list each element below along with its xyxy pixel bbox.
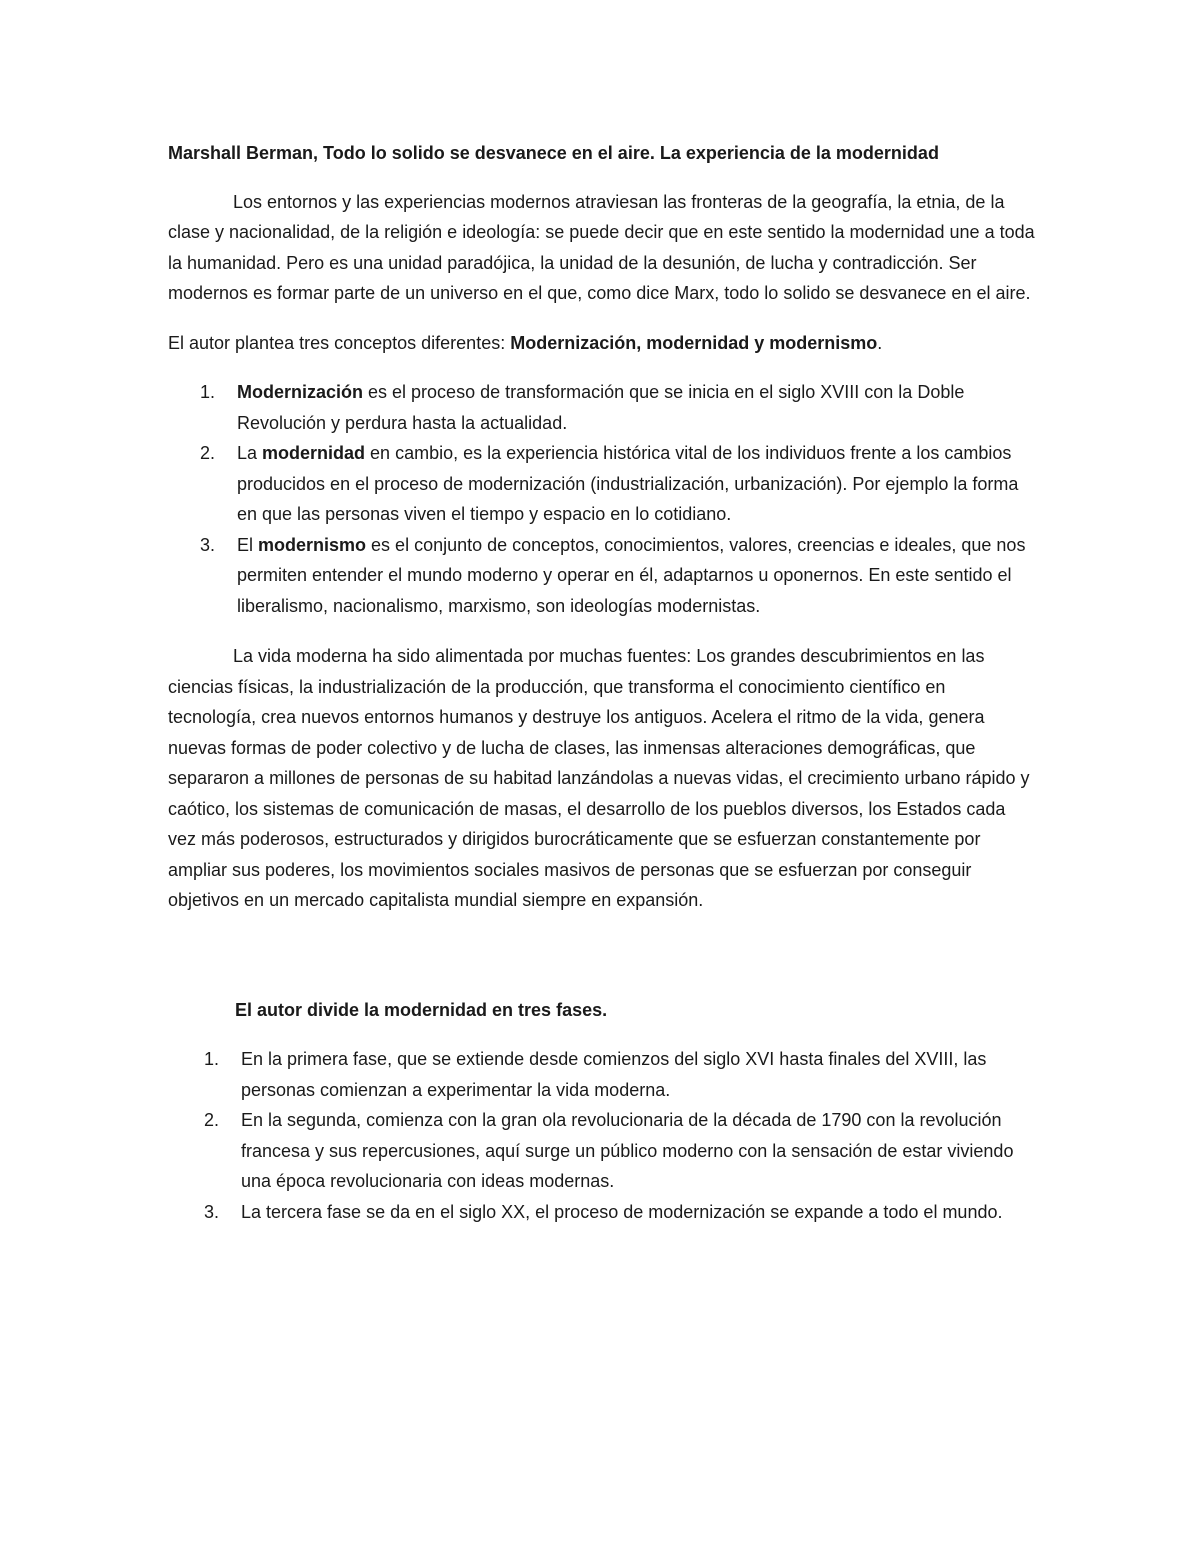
list-number: 2. — [204, 1110, 220, 1130]
intro-paragraph: Los entornos y las experiencias modernos atraviesan las fronteras de la geografía, la etnia, de la clase y nacionalidad, de la religión e ideología: se puede decir que en este sentido la modernidad une a toda la humanidad. Pero es una unidad paradójica, la unidad de la desunión, de lucha y contradicción. Ser modernos es formar parte de un universo en el que, como dice Marx, todo lo solido se desvanece en el aire. — [168, 191, 1035, 303]
list-item — [168, 438, 1038, 530]
list-item-prefix: La — [237, 443, 263, 463]
list-item-term: modernismo — [258, 534, 367, 555]
list-item-text: La tercera fase se da en el siglo XX, el proceso de modernización se expande a todo el mundo. — [241, 1201, 1003, 1222]
phases-title: El autor divide la modernidad en tres fases. — [235, 999, 608, 1020]
list-number: 1. — [204, 1049, 220, 1069]
concepts-intro-bold: Modernización, modernidad y modernismo — [510, 332, 878, 353]
document-page — [168, 138, 1038, 1247]
concepts-intro-text: El autor plantea tres conceptos diferentes: — [168, 332, 511, 353]
list-item — [168, 377, 1038, 438]
concepts-intro — [168, 328, 1038, 359]
list-item-text: es el proceso de transformación que se inicia en el siglo XVIII con la Doble Revolución y perdura hasta la actualidad. — [237, 382, 965, 433]
list-item-term: Modernización — [237, 382, 364, 402]
list-item — [168, 1105, 1038, 1197]
list-item-text: En la segunda, comienza con la gran ola revolucionaria de la década de 1790 con la revolución francesa y sus repercusiones, aquí surge un público moderno con la sensación de estar viviendo una época revolucionaria con ideas modernas. — [241, 1110, 1014, 1191]
phases-list — [168, 1044, 1038, 1227]
list-item — [168, 1044, 1038, 1105]
list-item-prefix: El — [237, 534, 259, 555]
list-item-text: en cambio, es la experiencia histórica vital de los individuos frente a los cambios producidos en el proceso de modernización (industrialización, urbanización). Por ejemplo la forma en que las personas viven el tiempo y espacio en lo cotidiano. — [237, 443, 1019, 524]
concepts-intro-end: . — [877, 332, 883, 353]
list-number: 3. — [204, 1201, 220, 1222]
list-number: 2. — [200, 443, 216, 463]
list-number: 1. — [200, 382, 216, 402]
document-title: Marshall Berman, Todo lo solido se desvanece en el aire. La experiencia de la modernidad — [168, 143, 939, 163]
list-item — [168, 1197, 1038, 1228]
list-number: 3. — [200, 534, 216, 555]
list-item-text: es el conjunto de conceptos, conocimientos, valores, creencias e ideales, que nos permiten entender el mundo moderno y operar en él, adaptarnos u oponernos. En este sentido el liberalismo, nacionalismo, marxismo, son ideologías modernistas. — [237, 534, 1026, 616]
list-item-text: En la primera fase, que se extiende desde comienzos del siglo XVI hasta finales del XVIII, las personas comienzan a experimentar la vida moderna. — [241, 1049, 987, 1100]
list-item-term: modernidad — [262, 443, 366, 463]
spacer — [168, 935, 1038, 995]
list-item — [168, 530, 1038, 622]
concepts-list — [168, 377, 1038, 621]
modern-life-paragraph: La vida moderna ha sido alimentada por muchas fuentes: Los grandes descubrimientos en las ciencias físicas, la industrialización de la producción, que transforma el conocimiento científico en tecnología, crea nuevos entornos humanos y destruye los antiguos. Acelera el ritmo de la vida, genera nuevas formas de poder colectivo y de lucha de clases, las inmensas alteraciones demográficas, que separaron a millones de personas de su habitad lanzándolas a nuevas vidas, el crecimiento urbano rápido y caótico, los sistemas de comunicación de masas, el desarrollo de los pueblos diversos, los Estados cada vez más poderosos, estructurados y dirigidos burocráticamente que se esfuerzan constantemente por ampliar sus poderes, los movimientos sociales masivos de personas que se esfuerzan por conseguir objetivos en un mercado capitalista mundial siempre en expansión. — [168, 646, 1030, 910]
